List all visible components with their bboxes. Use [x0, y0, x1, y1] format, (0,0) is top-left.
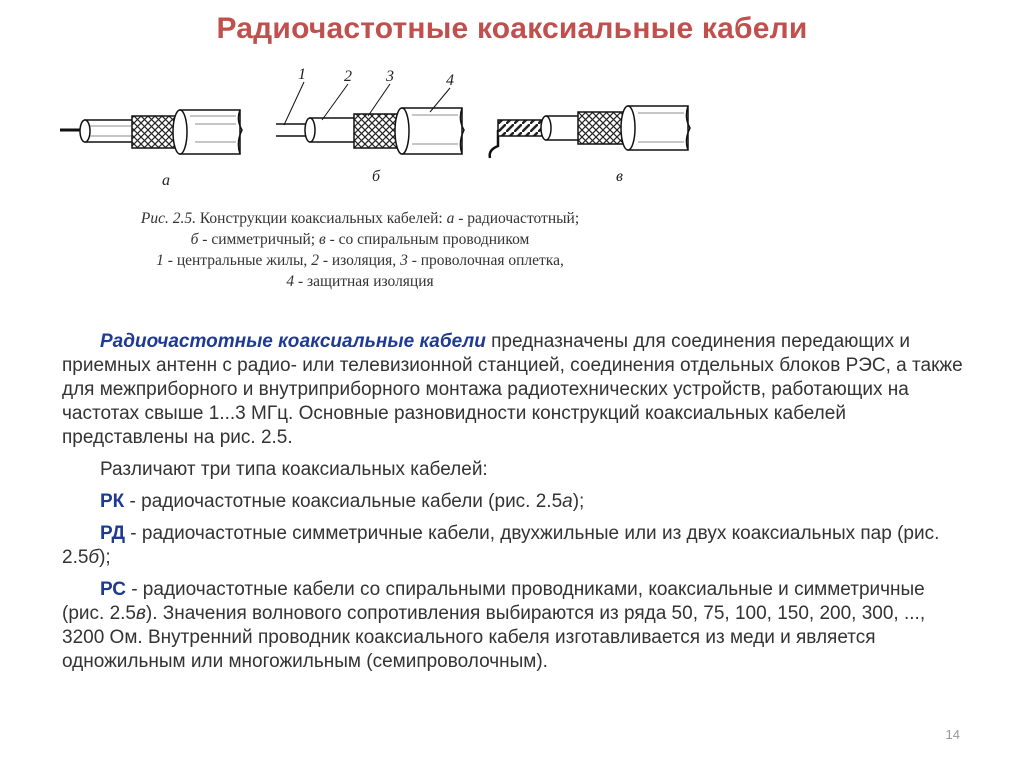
caption-line-3: 1 - центральные жилы, 2 - изоляция, 3 - проволочная оплетка,: [156, 252, 564, 269]
figure-number-3: 3: [386, 68, 394, 85]
figure-number-2: 2: [344, 68, 352, 85]
cable-v: [490, 106, 690, 158]
cable-a: [60, 110, 242, 154]
figure-caption: [60, 208, 660, 292]
figure-number-1: 1: [298, 66, 306, 83]
paragraph-rd: РД - радиочастотные симметричные кабели, двухжильные или из двух коаксиальных пар (рис. 2.5б);: [62, 523, 940, 568]
caption-line-4: 4 - защитная изоляция: [286, 273, 434, 290]
page-number: 14: [945, 727, 960, 742]
figure-label-a: а: [162, 172, 170, 189]
cable-b: [276, 82, 464, 154]
code-rs: РС: [100, 579, 126, 600]
term-rf-coax: Радиочастотные коаксиальные кабели: [100, 331, 486, 352]
figure-label-v: в: [616, 168, 623, 185]
code-rd: РД: [100, 523, 126, 544]
paragraph-types-intro: Различают три типа коаксиальных кабелей:: [100, 459, 488, 480]
figure-label-b: б: [372, 168, 381, 185]
code-rk: РК: [100, 491, 125, 512]
slide-title: Радиочастотные коаксиальные кабели: [216, 12, 808, 45]
cable-figure: [50, 60, 730, 220]
figure-number-4: 4: [446, 72, 454, 89]
paragraph-intro: Радиочастотные коаксиальные кабели предназначены для соединения передающих и приемных антенн с радио- или телевизионной станцией, соединения отдельных блоков РЭС, а также для межприборного и внутриприборного монтажа радиотехнических устройств, работающих на частотах свыше 1...3 МГц. Основные разновидности конструкций коаксиальных кабелей представлены на рис. 2.5.: [62, 331, 963, 448]
caption-line-1: Рис. 2.5. Конструкции коаксиальных кабелей: а - радиочастотный;: [140, 210, 580, 227]
body-text: [62, 330, 967, 682]
paragraph-rk: РК - радиочастотные коаксиальные кабели (рис. 2.5а);: [100, 491, 585, 512]
paragraph-rs: РС - радиочастотные кабели со спиральными проводниками, коаксиальные и симметричные (рис. 2.5в). Значения волнового сопротивления выбираются из ряда 50, 75, 100, 150, 200, 300, ..., 3200 Ом. Внутренний проводник коаксиального кабеля изготавливается из меди и является одножильным или многожильным (семипроволочным).: [62, 579, 926, 672]
caption-line-2: б - симметричный; в - со спиральным проводником: [190, 231, 530, 248]
